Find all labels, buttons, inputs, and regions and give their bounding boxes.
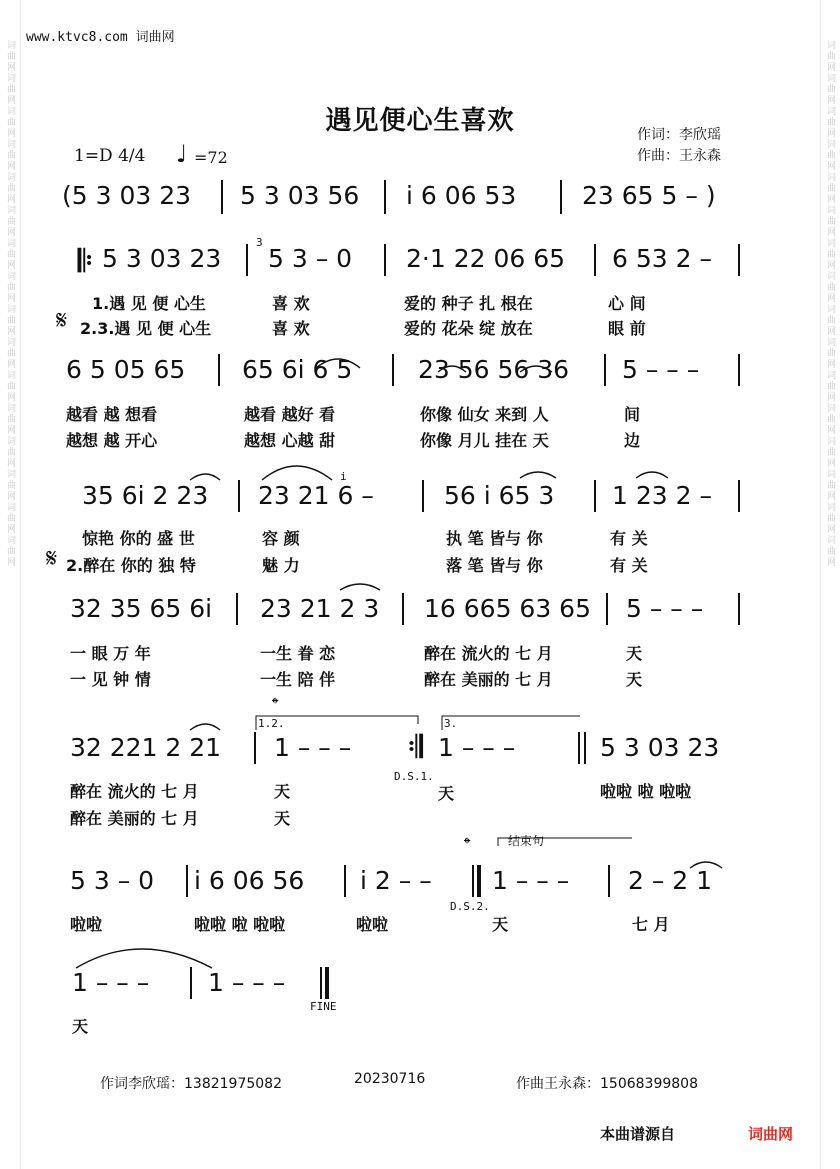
lyric-4-3a: 执 笔 皆与 你 [446, 529, 543, 548]
lyric-3-3b: 你像 月儿 挂在 天 [420, 431, 549, 450]
key-meter: 1=D 4/4 [74, 146, 146, 166]
measure-1-2: 5 3 03 56 [240, 181, 360, 210]
coda-section-label: 结束句 [508, 834, 545, 848]
barline [608, 865, 610, 897]
measure-6-3: 1 – – – [438, 733, 516, 762]
repeat-end: 𝄇 [408, 730, 423, 765]
lyric-3-1b: 越想 越 开心 [66, 431, 158, 450]
lyric-6-1b: 醉在 美丽的 七 月 [70, 809, 199, 828]
measure-3-1: 6 5 05 65 [66, 355, 186, 384]
segno-icon: 𝄋 [56, 306, 68, 336]
barline [254, 732, 256, 764]
lyric-4-1a: 惊艳 你的 盛 世 [82, 529, 195, 548]
measure-8-2: 1 – – – [208, 968, 286, 997]
measure-4-2: 23 21 6 – [258, 481, 374, 510]
measure-7-4: 1 – – – [492, 866, 570, 895]
lyric-2-1a: 1.遇 见 便 心生 [92, 294, 206, 313]
lyric-3-4a: 间 [624, 405, 641, 424]
lyric-2-1b: 2.3.遇 见 便 心生 [80, 319, 212, 338]
barline [238, 480, 240, 512]
measure-3-4: 5 – – – [622, 355, 700, 384]
barline [384, 180, 386, 214]
lyric-6-4a: 啦啦 啦 啦啦 [600, 782, 692, 801]
lyric-7-1: 啦啦 [70, 915, 103, 934]
lyric-2-2a: 喜 欢 [272, 294, 310, 313]
measure-7-2: i 6 06 56 [194, 866, 305, 895]
fine-mark: FINE [310, 1000, 337, 1013]
barline [738, 244, 740, 276]
repeat-start: 𝄆 [78, 244, 93, 279]
measure-4-4: 1 23 2 – [612, 481, 712, 510]
barline [384, 244, 386, 276]
measure-4-3: 56 i 65 3 [444, 481, 555, 510]
lyric-4-4a: 有 关 [610, 529, 648, 548]
lyric-7-4: 天 [492, 915, 509, 934]
barline [738, 593, 740, 625]
right-margin-rule [820, 0, 821, 1169]
left-watermark-strip: 词曲网词曲网词曲网词曲网词曲网词曲网词曲网词曲网词曲网词曲网词曲网词曲网词曲网词曲网词曲网词曲网 [5, 40, 15, 568]
measure-6-2: 1 – – – [274, 733, 352, 762]
right-watermark-strip: 词曲网词曲网词曲网词曲网词曲网词曲网词曲网词曲网词曲网词曲网词曲网词曲网词曲网词曲网词曲网词曲网 [825, 40, 835, 568]
measure-7-3: i 2 – – [360, 866, 432, 895]
barline [186, 865, 188, 897]
site-url[interactable]: www.ktvc8.com 词曲网 [26, 30, 175, 45]
lyric-3-1a: 越看 越 想看 [66, 405, 158, 424]
measure-7-1: 5 3 – 0 [70, 866, 155, 895]
quarter-note-icon: ♩ [176, 140, 188, 168]
lyric-5-3b: 醉在 美丽的 七 月 [424, 670, 553, 689]
grace-note: i [340, 470, 347, 483]
lyric-4-2a: 容 颜 [262, 529, 300, 548]
barline [344, 865, 346, 897]
lyric-5-4a: 天 [626, 644, 643, 663]
measure-3-2: 65 6i 6 5 [242, 355, 353, 384]
measure-1-4: 23 65 5 – ) [582, 181, 716, 210]
measure-8-1: 1 – – – [72, 968, 150, 997]
measure-2-3: 2·1 22 06 65 [406, 244, 566, 273]
measure-2-2: 5 3 – 0 [268, 244, 353, 273]
source-label: 本曲谱源自 [600, 1125, 676, 1143]
barline [246, 244, 248, 276]
composer-contact: 作曲王永森：15068399808 [516, 1076, 698, 1092]
barline [320, 967, 322, 999]
measure-1-1: (5 3 03 23 [62, 181, 192, 210]
lyric-2-3b: 爱的 花朵 绽 放在 [404, 319, 533, 338]
lyric-6-3a: 天 [438, 784, 455, 803]
song-title: 遇见便心生喜欢 [325, 106, 515, 136]
tempo-mark: =72 [194, 148, 228, 167]
measure-5-4: 5 – – – [626, 594, 704, 623]
compose-date: 20230716 [354, 1071, 426, 1087]
barline [221, 180, 223, 214]
lyric-3-4b: 边 [624, 431, 641, 450]
lyric-4-1b: 2.醉在 你的 独 特 [66, 556, 196, 575]
measure-5-3: 16 665 63 65 [424, 594, 591, 623]
lyric-3-2a: 越看 越好 看 [244, 405, 336, 424]
barline [584, 732, 586, 764]
measure-5-1: 32 35 65 6i [70, 594, 213, 623]
lyric-5-1a: 一 眼 万 年 [70, 644, 151, 663]
measure-3-3: 23 56 56 36 [418, 355, 570, 384]
barline [578, 732, 580, 764]
barline [604, 354, 606, 386]
lyric-5-2b: 一生 陪 伴 [260, 670, 336, 689]
ds1-mark: D.S.1. [394, 770, 434, 783]
barline [218, 354, 220, 386]
lyric-3-3a: 你像 仙女 来到 人 [420, 405, 549, 424]
volta-3-label: 3. [444, 717, 458, 730]
lyric-6-2a: 天 [274, 782, 291, 801]
lyric-2-2b: 喜 欢 [272, 319, 310, 338]
lyric-5-4b: 天 [626, 670, 643, 689]
barline [594, 480, 596, 512]
coda-icon: 𝄌 [464, 834, 471, 855]
barline [560, 180, 562, 214]
barline [738, 354, 740, 386]
measure-1-3: i 6 06 53 [406, 181, 517, 210]
barline [606, 593, 608, 625]
measure-7-5: 2 – 2 1 [628, 866, 713, 895]
lyric-2-4b: 眼 前 [608, 319, 646, 338]
barline [472, 865, 474, 897]
lyric-4-2b: 魅 力 [262, 556, 300, 575]
left-margin-rule [20, 0, 21, 1169]
ds2-mark: D.S.2. [450, 900, 490, 913]
lyric-5-3a: 醉在 流火的 七 月 [424, 644, 553, 663]
measure-6-1: 32 221 2 21 [70, 733, 222, 762]
barline [236, 593, 238, 625]
barline [392, 354, 394, 386]
lyric-6-2b: 天 [274, 809, 291, 828]
lyric-7-2: 啦啦 啦 啦啦 [194, 915, 286, 934]
segno-icon: 𝄋 [46, 544, 58, 574]
brand-link[interactable]: 词曲网 [748, 1125, 794, 1143]
measure-2-1: 5 3 03 23 [102, 244, 222, 273]
lyricist-credit: 作词：李欣瑶 [637, 127, 721, 143]
lyric-4-3b: 落 笔 皆与 你 [446, 556, 543, 575]
measure-2-4: 6 53 2 – [612, 244, 712, 273]
measure-5-2: 23 21 2 3 [260, 594, 380, 623]
lyric-4-4b: 有 关 [610, 556, 648, 575]
barline [594, 244, 596, 276]
measure-6-4: 5 3 03 23 [600, 733, 720, 762]
barline [422, 480, 424, 512]
lyric-2-4a: 心 间 [608, 294, 646, 313]
barline [402, 593, 404, 625]
lyric-5-1b: 一 见 钟 情 [70, 670, 151, 689]
lyric-5-2a: 一生 眷 恋 [260, 644, 336, 663]
coda-icon: 𝄌 [272, 694, 279, 715]
barline [477, 865, 481, 897]
lyric-6-1a: 醉在 流火的 七 月 [70, 782, 199, 801]
barline [190, 967, 192, 999]
barline [738, 480, 740, 512]
measure-4-1: 35 6i 2 23 [82, 481, 209, 510]
volta-1-2-label: 1.2. [258, 717, 285, 730]
lyric-7-3: 啦啦 [356, 915, 389, 934]
lyric-2-3a: 爱的 种子 扎 根在 [404, 294, 533, 313]
grace-note: 3 [256, 236, 263, 249]
composer-credit: 作曲：王永森 [637, 148, 721, 164]
lyricist-contact: 作词李欣瑶：13821975082 [100, 1076, 282, 1092]
lyric-7-5: 七 月 [632, 915, 670, 934]
barline [325, 967, 329, 999]
lyric-8-1: 天 [72, 1017, 89, 1036]
lyric-3-2b: 越想 心越 甜 [244, 431, 336, 450]
